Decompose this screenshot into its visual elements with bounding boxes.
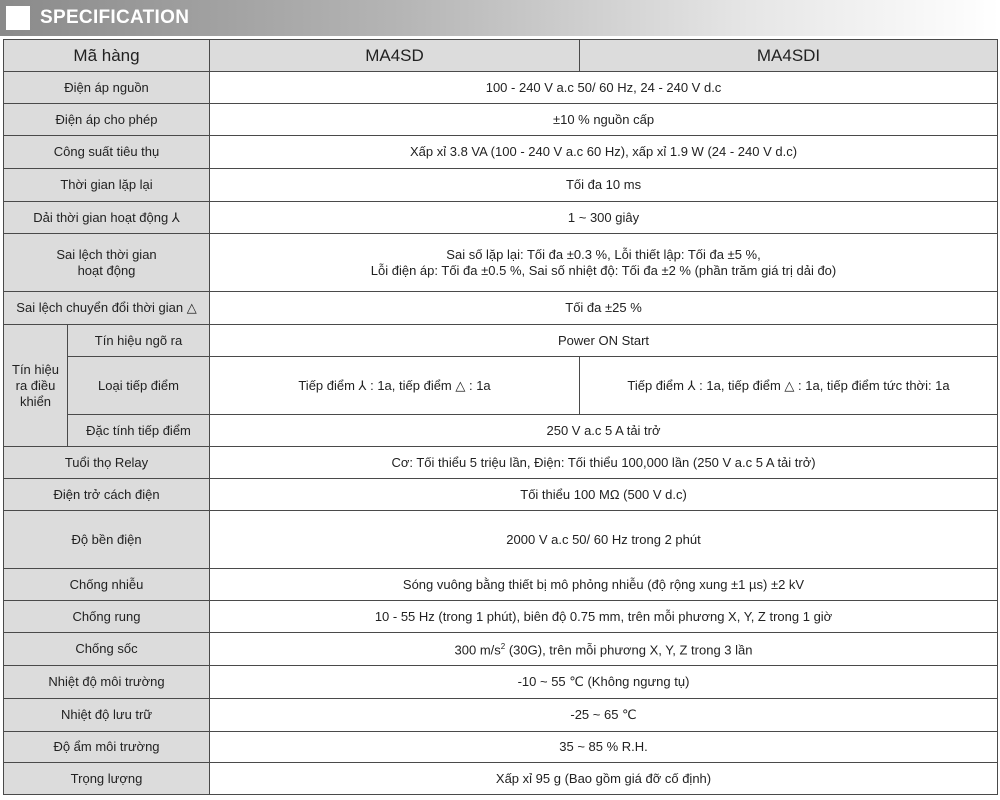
- table-row: [4, 104, 998, 136]
- specification-table: [3, 39, 998, 795]
- row-label: Thời gian lặp lại: [4, 169, 210, 202]
- row-value-ma4sd: Tiếp điểm ⅄ : 1a, tiếp điểm △ : 1a: [210, 357, 580, 415]
- row-value-part: 300 m/s: [454, 642, 501, 658]
- table-row: [4, 699, 998, 732]
- superscript: 2: [500, 642, 506, 652]
- table-row: [4, 732, 998, 763]
- row-label: Điện áp cho phép: [4, 104, 210, 136]
- table-row: [4, 234, 998, 292]
- table-row: [4, 479, 998, 511]
- table-row: [4, 633, 998, 666]
- table-row: [4, 447, 998, 479]
- group-label-line: khiển: [19, 393, 52, 409]
- row-value: Xấp xỉ 95 g (Bao gồm giá đỡ cố định): [210, 763, 998, 795]
- row-value: ±10 % nguồn cấp: [210, 104, 998, 136]
- row-label: Nhiệt độ lưu trữ: [4, 699, 210, 732]
- row-value-line: Lỗi điện áp: Tối đa ±0.5 %, Sai số nhiệt độ: Tối đa ±2 % (phần trăm giá trị dải đo): [370, 262, 837, 278]
- row-value-line: Sai số lặp lại: Tối đa ±0.3 %, Lỗi thiết lập: Tối đa ±5 %,: [446, 246, 761, 262]
- row-label: [4, 234, 210, 292]
- row-label: Dải thời gian hoạt động ⅄: [4, 202, 210, 234]
- table-row: [4, 569, 998, 601]
- row-value: Tối thiểu 100 MΩ (500 V d.c): [210, 479, 998, 511]
- row-value: [210, 234, 998, 292]
- group-label-line: ra điều: [15, 377, 56, 393]
- row-value: 35 ~ 85 % R.H.: [210, 732, 998, 763]
- model-ma4sdi: MA4SDI: [580, 40, 998, 72]
- row-label: Chống sốc: [4, 633, 210, 666]
- row-value: 250 V a.c 5 A tải trở: [210, 415, 998, 447]
- row-label: Chống nhiễu: [4, 569, 210, 601]
- table-row: [4, 601, 998, 633]
- table-row: [4, 511, 998, 569]
- table-row: [4, 72, 998, 104]
- row-label: Điện trở cách điện: [4, 479, 210, 511]
- table-row: [4, 169, 998, 202]
- table-row: [4, 292, 998, 325]
- row-value-ma4sdi: Tiếp điểm ⅄ : 1a, tiếp điểm △ : 1a, tiếp điểm tức thời: 1a: [580, 357, 998, 415]
- row-value: 2000 V a.c 50/ 60 Hz trong 2 phút: [210, 511, 998, 569]
- row-label: Chống rung: [4, 601, 210, 633]
- row-label: Độ bền điện: [4, 511, 210, 569]
- row-label: Trọng lượng: [4, 763, 210, 795]
- row-value: [210, 633, 998, 666]
- table-row: [4, 325, 998, 357]
- row-value: Power ON Start: [210, 325, 998, 357]
- row-value: Sóng vuông bằng thiết bị mô phỏng nhiễu (độ rộng xung ±1 µs) ±2 kV: [210, 569, 998, 601]
- row-label: Tuổi thọ Relay: [4, 447, 210, 479]
- row-label: Đặc tính tiếp điểm: [68, 415, 210, 447]
- row-value: Tối đa ±25 %: [210, 292, 998, 325]
- table-row: [4, 357, 998, 415]
- section-header: [0, 0, 1000, 36]
- row-value: Tối đa 10 ms: [210, 169, 998, 202]
- row-value: -25 ~ 65 ℃: [210, 699, 998, 732]
- table-header-row: [4, 40, 998, 72]
- row-value: Xấp xỉ 3.8 VA (100 - 240 V a.c 60 Hz), xấp xỉ 1.9 W (24 - 240 V d.c): [210, 136, 998, 169]
- row-value: 10 - 55 Hz (trong 1 phút), biên độ 0.75 mm, trên mỗi phương X, Y, Z trong 1 giờ: [210, 601, 998, 633]
- section-title: SPECIFICATION: [40, 7, 190, 28]
- model-label: Mã hàng: [4, 40, 210, 72]
- row-label: Tín hiệu ngõ ra: [68, 325, 210, 357]
- row-label: Điện áp nguồn: [4, 72, 210, 104]
- row-label-line: hoạt động: [77, 262, 136, 278]
- row-label: Công suất tiêu thụ: [4, 136, 210, 169]
- row-value: 100 - 240 V a.c 50/ 60 Hz, 24 - 240 V d.c: [210, 72, 998, 104]
- table-row: [4, 415, 998, 447]
- row-label: Nhiệt độ môi trường: [4, 666, 210, 699]
- table-row: [4, 763, 998, 795]
- row-label: Độ ẩm môi trường: [4, 732, 210, 763]
- header-square-icon: [6, 6, 30, 30]
- row-value-part: (30G), trên mỗi phương X, Y, Z trong 3 lần: [505, 642, 753, 658]
- row-value: -10 ~ 55 ℃ (Không ngưng tụ): [210, 666, 998, 699]
- row-label: Loại tiếp điểm: [68, 357, 210, 415]
- group-label-line: Tín hiệu: [12, 361, 59, 377]
- table-row: [4, 666, 998, 699]
- control-output-group-label: [4, 325, 68, 447]
- table-row: [4, 136, 998, 169]
- row-label-line: Sai lệch thời gian: [56, 246, 157, 262]
- row-label: Sai lệch chuyển đổi thời gian △: [4, 292, 210, 325]
- row-value: 1 ~ 300 giây: [210, 202, 998, 234]
- model-ma4sd: MA4SD: [210, 40, 580, 72]
- row-value: Cơ: Tối thiểu 5 triệu lần, Điện: Tối thiểu 100,000 lần (250 V a.c 5 A tải trở): [210, 447, 998, 479]
- table-row: [4, 202, 998, 234]
